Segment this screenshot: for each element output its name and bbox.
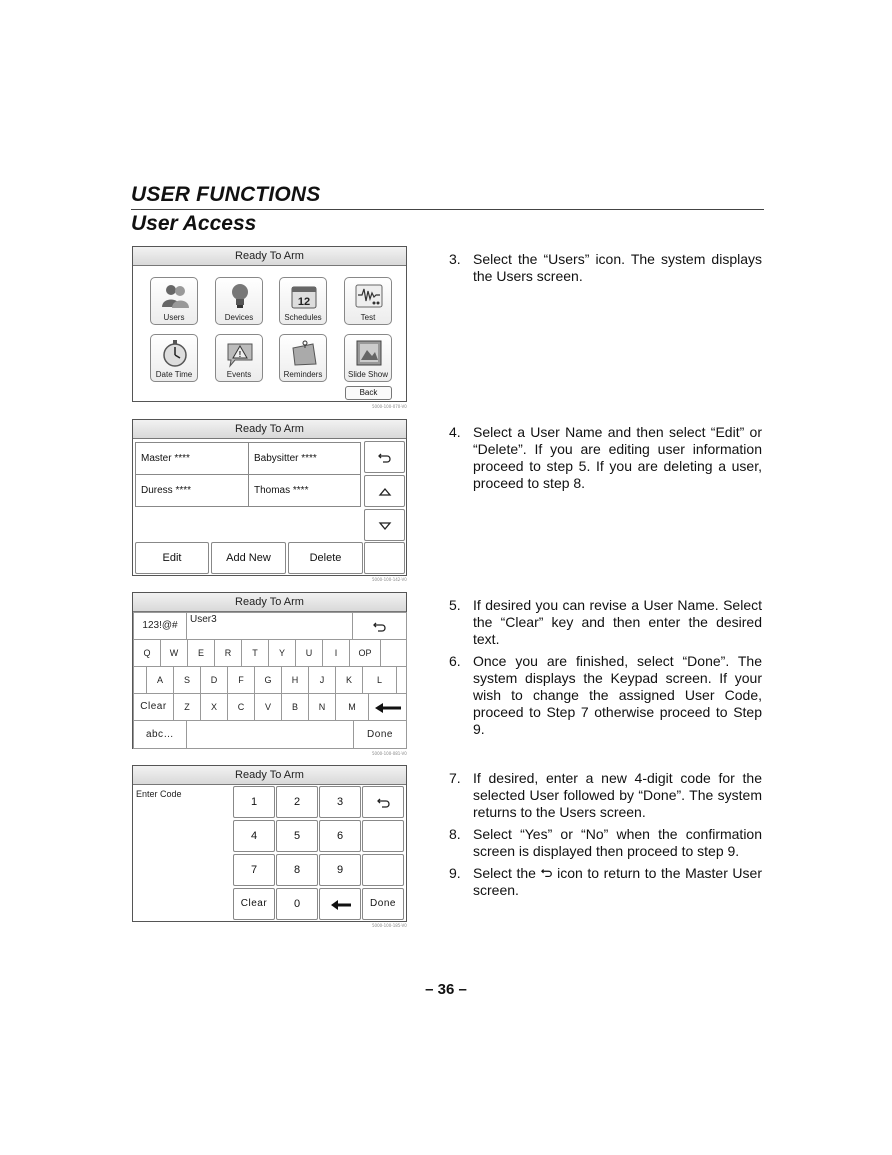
user-name-cell[interactable]: Duress **** bbox=[135, 474, 249, 507]
key-l[interactable]: L bbox=[362, 666, 397, 694]
devices-label: Devices bbox=[224, 313, 254, 322]
step-number: 4. bbox=[449, 424, 461, 440]
abc-key[interactable]: abc… bbox=[133, 720, 187, 749]
screen-header: Ready To Arm bbox=[133, 593, 406, 612]
user-name-cell[interactable]: Babysitter **** bbox=[248, 442, 361, 475]
key-v[interactable]: V bbox=[254, 693, 282, 721]
users-icon bbox=[160, 281, 190, 311]
key-9[interactable]: 9 bbox=[319, 854, 361, 886]
return-arrow-icon bbox=[378, 453, 392, 463]
screen-header: Ready To Arm bbox=[133, 766, 406, 785]
step-number: 7. bbox=[449, 770, 461, 786]
lightbulb-icon bbox=[225, 281, 255, 311]
edit-button[interactable]: Edit bbox=[135, 542, 209, 574]
blank-key bbox=[133, 666, 147, 694]
key-1[interactable]: 1 bbox=[233, 786, 275, 818]
key-f[interactable]: F bbox=[227, 666, 255, 694]
key-i[interactable]: I bbox=[322, 639, 350, 667]
backspace-key[interactable] bbox=[319, 888, 361, 920]
key-g[interactable]: G bbox=[254, 666, 282, 694]
step-text-pre: Select the bbox=[473, 865, 536, 881]
calendar-day: 12 bbox=[297, 296, 311, 308]
return-button[interactable] bbox=[362, 786, 404, 818]
calendar-icon bbox=[289, 281, 319, 311]
key-c[interactable]: C bbox=[227, 693, 255, 721]
blank-button bbox=[364, 542, 405, 574]
warning-icon bbox=[225, 338, 255, 368]
test-label: Test bbox=[360, 313, 376, 322]
delete-button[interactable]: Delete bbox=[288, 542, 363, 574]
key-7[interactable]: 7 bbox=[233, 854, 275, 886]
step-group bbox=[449, 597, 762, 743]
return-arrow-icon bbox=[373, 622, 387, 632]
schedules-label: Schedules bbox=[284, 313, 322, 322]
events-button[interactable] bbox=[215, 334, 263, 382]
keyboard-screen bbox=[132, 592, 407, 749]
test-button[interactable] bbox=[344, 277, 392, 325]
key-2[interactable]: 2 bbox=[276, 786, 318, 818]
screen-header: Ready To Arm bbox=[133, 247, 406, 266]
enter-code-label: Enter Code bbox=[136, 789, 182, 799]
step-item bbox=[449, 597, 762, 648]
key-0[interactable]: 0 bbox=[276, 888, 318, 920]
step-number: 3. bbox=[449, 251, 461, 267]
key-u[interactable]: U bbox=[295, 639, 323, 667]
step-text: Once you are finished, select “Done”. The system displays the Keypad screen. If your wish to change the assigned User Code, proceed to Step 7 otherwise proceed to Step 9. bbox=[473, 653, 762, 737]
name-input[interactable]: User3 bbox=[186, 612, 353, 640]
slide-show-button[interactable] bbox=[344, 334, 392, 382]
blank-key bbox=[362, 854, 404, 886]
devices-button[interactable] bbox=[215, 277, 263, 325]
step-text: Select “Yes” or “No” when the confirmation screen is displayed then proceed to step 9. bbox=[473, 826, 762, 859]
key-4[interactable]: 4 bbox=[233, 820, 275, 852]
done-key[interactable]: Done bbox=[353, 720, 407, 749]
key-s[interactable]: S bbox=[173, 666, 201, 694]
subsection-title: User Access bbox=[131, 212, 257, 235]
blank-key bbox=[396, 666, 407, 694]
reminders-button[interactable] bbox=[279, 334, 327, 382]
done-key[interactable]: Done bbox=[362, 888, 404, 920]
users-screen bbox=[132, 419, 407, 576]
section-title: USER FUNCTIONS bbox=[131, 183, 764, 210]
key-j[interactable]: J bbox=[308, 666, 336, 694]
step-text: Select the “Users” icon. The system displays the Users screen. bbox=[473, 251, 762, 284]
key-k[interactable]: K bbox=[335, 666, 363, 694]
home-screen bbox=[132, 246, 407, 402]
part-number: 5000-100-070-V0 bbox=[372, 404, 407, 409]
step-text: Select a User Name and then select “Edit” or “Delete”. If you are editing user information proceed to step 5. If you are deleting a user, proceed to step 8. bbox=[473, 424, 762, 491]
date-time-label: Date Time bbox=[155, 370, 193, 379]
step-number: 6. bbox=[449, 653, 461, 669]
step-item bbox=[449, 424, 762, 492]
date-time-button[interactable] bbox=[150, 334, 198, 382]
stopwatch-icon bbox=[160, 338, 190, 368]
blank-key bbox=[362, 820, 404, 852]
key-n[interactable]: N bbox=[308, 693, 336, 721]
add-new-button[interactable]: Add New bbox=[211, 542, 286, 574]
screen-header: Ready To Arm bbox=[133, 420, 406, 439]
users-button[interactable] bbox=[150, 277, 198, 325]
key-8[interactable]: 8 bbox=[276, 854, 318, 886]
left-arrow-icon bbox=[330, 900, 352, 910]
key-r[interactable]: R bbox=[214, 639, 242, 667]
step-item bbox=[449, 251, 762, 285]
events-label: Events bbox=[226, 370, 252, 379]
step-item bbox=[449, 826, 762, 860]
key-h[interactable]: H bbox=[281, 666, 309, 694]
step-item bbox=[449, 770, 762, 821]
triangle-up-icon bbox=[378, 487, 392, 497]
step-text: If desired, enter a new 4-digit code for the selected User followed by “Done”. The system returns to the Users screen. bbox=[473, 770, 762, 820]
key-t[interactable]: T bbox=[241, 639, 269, 667]
waveform-icon bbox=[354, 281, 384, 311]
key-m[interactable]: M bbox=[335, 693, 369, 721]
schedules-button[interactable] bbox=[279, 277, 327, 325]
key-5[interactable]: 5 bbox=[276, 820, 318, 852]
clear-key[interactable]: Clear bbox=[133, 693, 174, 721]
key-z[interactable]: Z bbox=[173, 693, 201, 721]
key-b[interactable]: B bbox=[281, 693, 309, 721]
clear-key[interactable]: Clear bbox=[233, 888, 275, 920]
symbols-key[interactable]: 123!@# bbox=[133, 612, 187, 640]
step-text-post: icon to return to the Master User screen. bbox=[473, 865, 762, 898]
key-q[interactable]: Q bbox=[133, 639, 161, 667]
key-e[interactable]: E bbox=[187, 639, 215, 667]
user-name-cell[interactable]: Thomas **** bbox=[248, 474, 361, 507]
space-key[interactable] bbox=[186, 720, 354, 749]
step-item bbox=[449, 865, 762, 899]
return-arrow-icon bbox=[541, 868, 553, 878]
key-y[interactable]: Y bbox=[268, 639, 296, 667]
key-op[interactable]: OP bbox=[349, 639, 381, 667]
blank-key bbox=[380, 639, 407, 667]
step-number: 9. bbox=[449, 865, 461, 881]
note-icon bbox=[289, 338, 319, 368]
key-6[interactable]: 6 bbox=[319, 820, 361, 852]
part-number: 5000-100-185-V0 bbox=[372, 923, 407, 928]
user-name-cell[interactable]: Master **** bbox=[135, 442, 249, 475]
step-group bbox=[449, 424, 762, 497]
slide-show-label: Slide Show bbox=[347, 370, 389, 379]
key-w[interactable]: W bbox=[160, 639, 188, 667]
part-number: 5000-100-081-V0 bbox=[372, 751, 407, 756]
scroll-down-button[interactable] bbox=[364, 509, 405, 541]
part-number: 5000-100-142-V0 bbox=[372, 577, 407, 582]
scroll-up-button[interactable] bbox=[364, 475, 405, 507]
step-text: If desired you can revise a User Name. Select the “Clear” key and then enter the desired text. bbox=[473, 597, 762, 647]
step-number: 8. bbox=[449, 826, 461, 842]
step-number: 5. bbox=[449, 597, 461, 613]
picture-icon bbox=[354, 338, 384, 368]
left-arrow-icon bbox=[374, 703, 402, 713]
backspace-key[interactable] bbox=[368, 693, 407, 721]
key-a[interactable]: A bbox=[146, 666, 174, 694]
return-button[interactable] bbox=[352, 612, 407, 640]
reminders-label: Reminders bbox=[283, 370, 323, 379]
step-item bbox=[449, 653, 762, 738]
svg-text:!: ! bbox=[238, 350, 242, 359]
return-arrow-icon bbox=[377, 798, 391, 808]
key-3[interactable]: 3 bbox=[319, 786, 361, 818]
triangle-down-icon bbox=[378, 521, 392, 531]
keypad-screen bbox=[132, 765, 407, 922]
key-x[interactable]: X bbox=[200, 693, 228, 721]
step-group bbox=[449, 770, 762, 904]
return-button[interactable] bbox=[364, 441, 405, 473]
key-d[interactable]: D bbox=[200, 666, 228, 694]
users-label: Users bbox=[163, 313, 185, 322]
back-button[interactable]: Back bbox=[345, 386, 392, 400]
page-number: – 36 – bbox=[425, 981, 467, 998]
step-group bbox=[449, 251, 762, 290]
